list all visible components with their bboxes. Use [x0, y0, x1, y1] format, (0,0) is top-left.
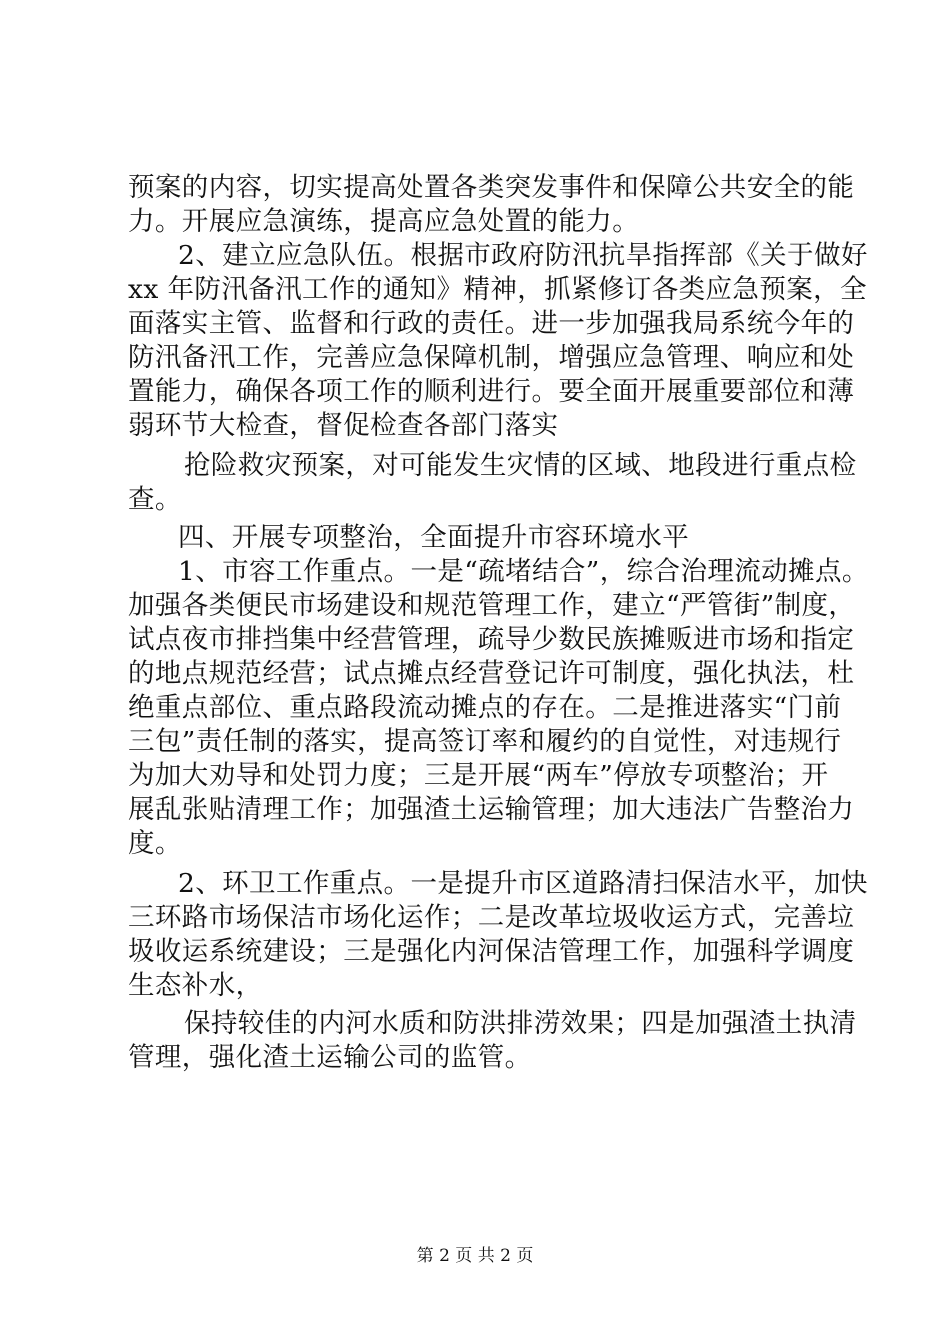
- text-line: 三环路市场保洁市场化运作；二是改革垃圾收运方式，完善垃: [128, 902, 855, 933]
- text-line: 防汛备汛工作，完善应急保障机制，增强应急管理、响应和处: [128, 342, 855, 373]
- text-line: 试点夜市排挡集中经营管理，疏导少数民族摊贩进市场和指定: [128, 624, 855, 655]
- text-line: 圾收运系统建设；三是强化内河保洁管理工作，加强科学调度: [128, 936, 855, 967]
- text-line: 度。: [128, 828, 182, 859]
- text-line: 生态补水，: [128, 970, 263, 1001]
- text-line: 查。: [128, 484, 182, 515]
- text-line: 置能力，确保各项工作的顺利进行。要全面开展重要部位和薄: [128, 376, 855, 407]
- document-body: [128, 171, 869, 1075]
- text-line: 弱环节大检查，督促检查各部门落实: [128, 410, 559, 441]
- text-line: 的地点规范经营；试点摊点经营登记许可制度，强化执法，杜: [128, 658, 855, 689]
- text-line: 面落实主管、监督和行政的责任。进一步加强我局系统今年的: [128, 308, 855, 339]
- text-line: 三包”责任制的落实，提高签订率和履约的自觉性，对违规行: [128, 726, 842, 757]
- text-line: 1、市容工作重点。一是“疏堵结合”，综合治理流动摊点。: [178, 556, 869, 587]
- text-line: 抢险救灾预案，对可能发生灾情的区域、地段进行重点检: [184, 450, 857, 481]
- text-line: xx 年防汛备汛工作的通知》精神，抓紧修订各类应急预案，全: [128, 274, 867, 305]
- text-line: 绝重点部位、重点路段流动摊点的存在。二是推进落实“门前: [128, 692, 842, 723]
- text-line: 展乱张贴清理工作；加强渣土运输管理；加大违法广告整治力: [128, 794, 855, 825]
- text-line: 力。开展应急演练，提高应急处置的能力。: [128, 206, 640, 237]
- text-line: 管理，强化渣土运输公司的监管。: [128, 1042, 532, 1073]
- text-line: 为加大劝导和处罚力度；三是开展“两车”停放专项整治；开: [128, 760, 829, 791]
- text-line: 加强各类便民市场建设和规范管理工作，建立“严管街”制度，: [128, 590, 856, 621]
- text-line: 预案的内容，切实提高处置各类突发事件和保障公共安全的能: [128, 172, 855, 203]
- text-line: 保持较佳的内河水质和防洪排涝效果；四是加强渣土执清: [184, 1008, 857, 1039]
- text-line: 2、建立应急队伍。根据市政府防汛抗旱指挥部《关于做好: [178, 240, 868, 271]
- text-line: 2、环卫工作重点。一是提升市区道路清扫保洁水平，加快: [178, 868, 868, 899]
- section-heading: 四、开展专项整治，全面提升市容环境水平: [178, 522, 690, 553]
- page-number-footer: 第 2 页 共 2 页: [416, 1246, 534, 1266]
